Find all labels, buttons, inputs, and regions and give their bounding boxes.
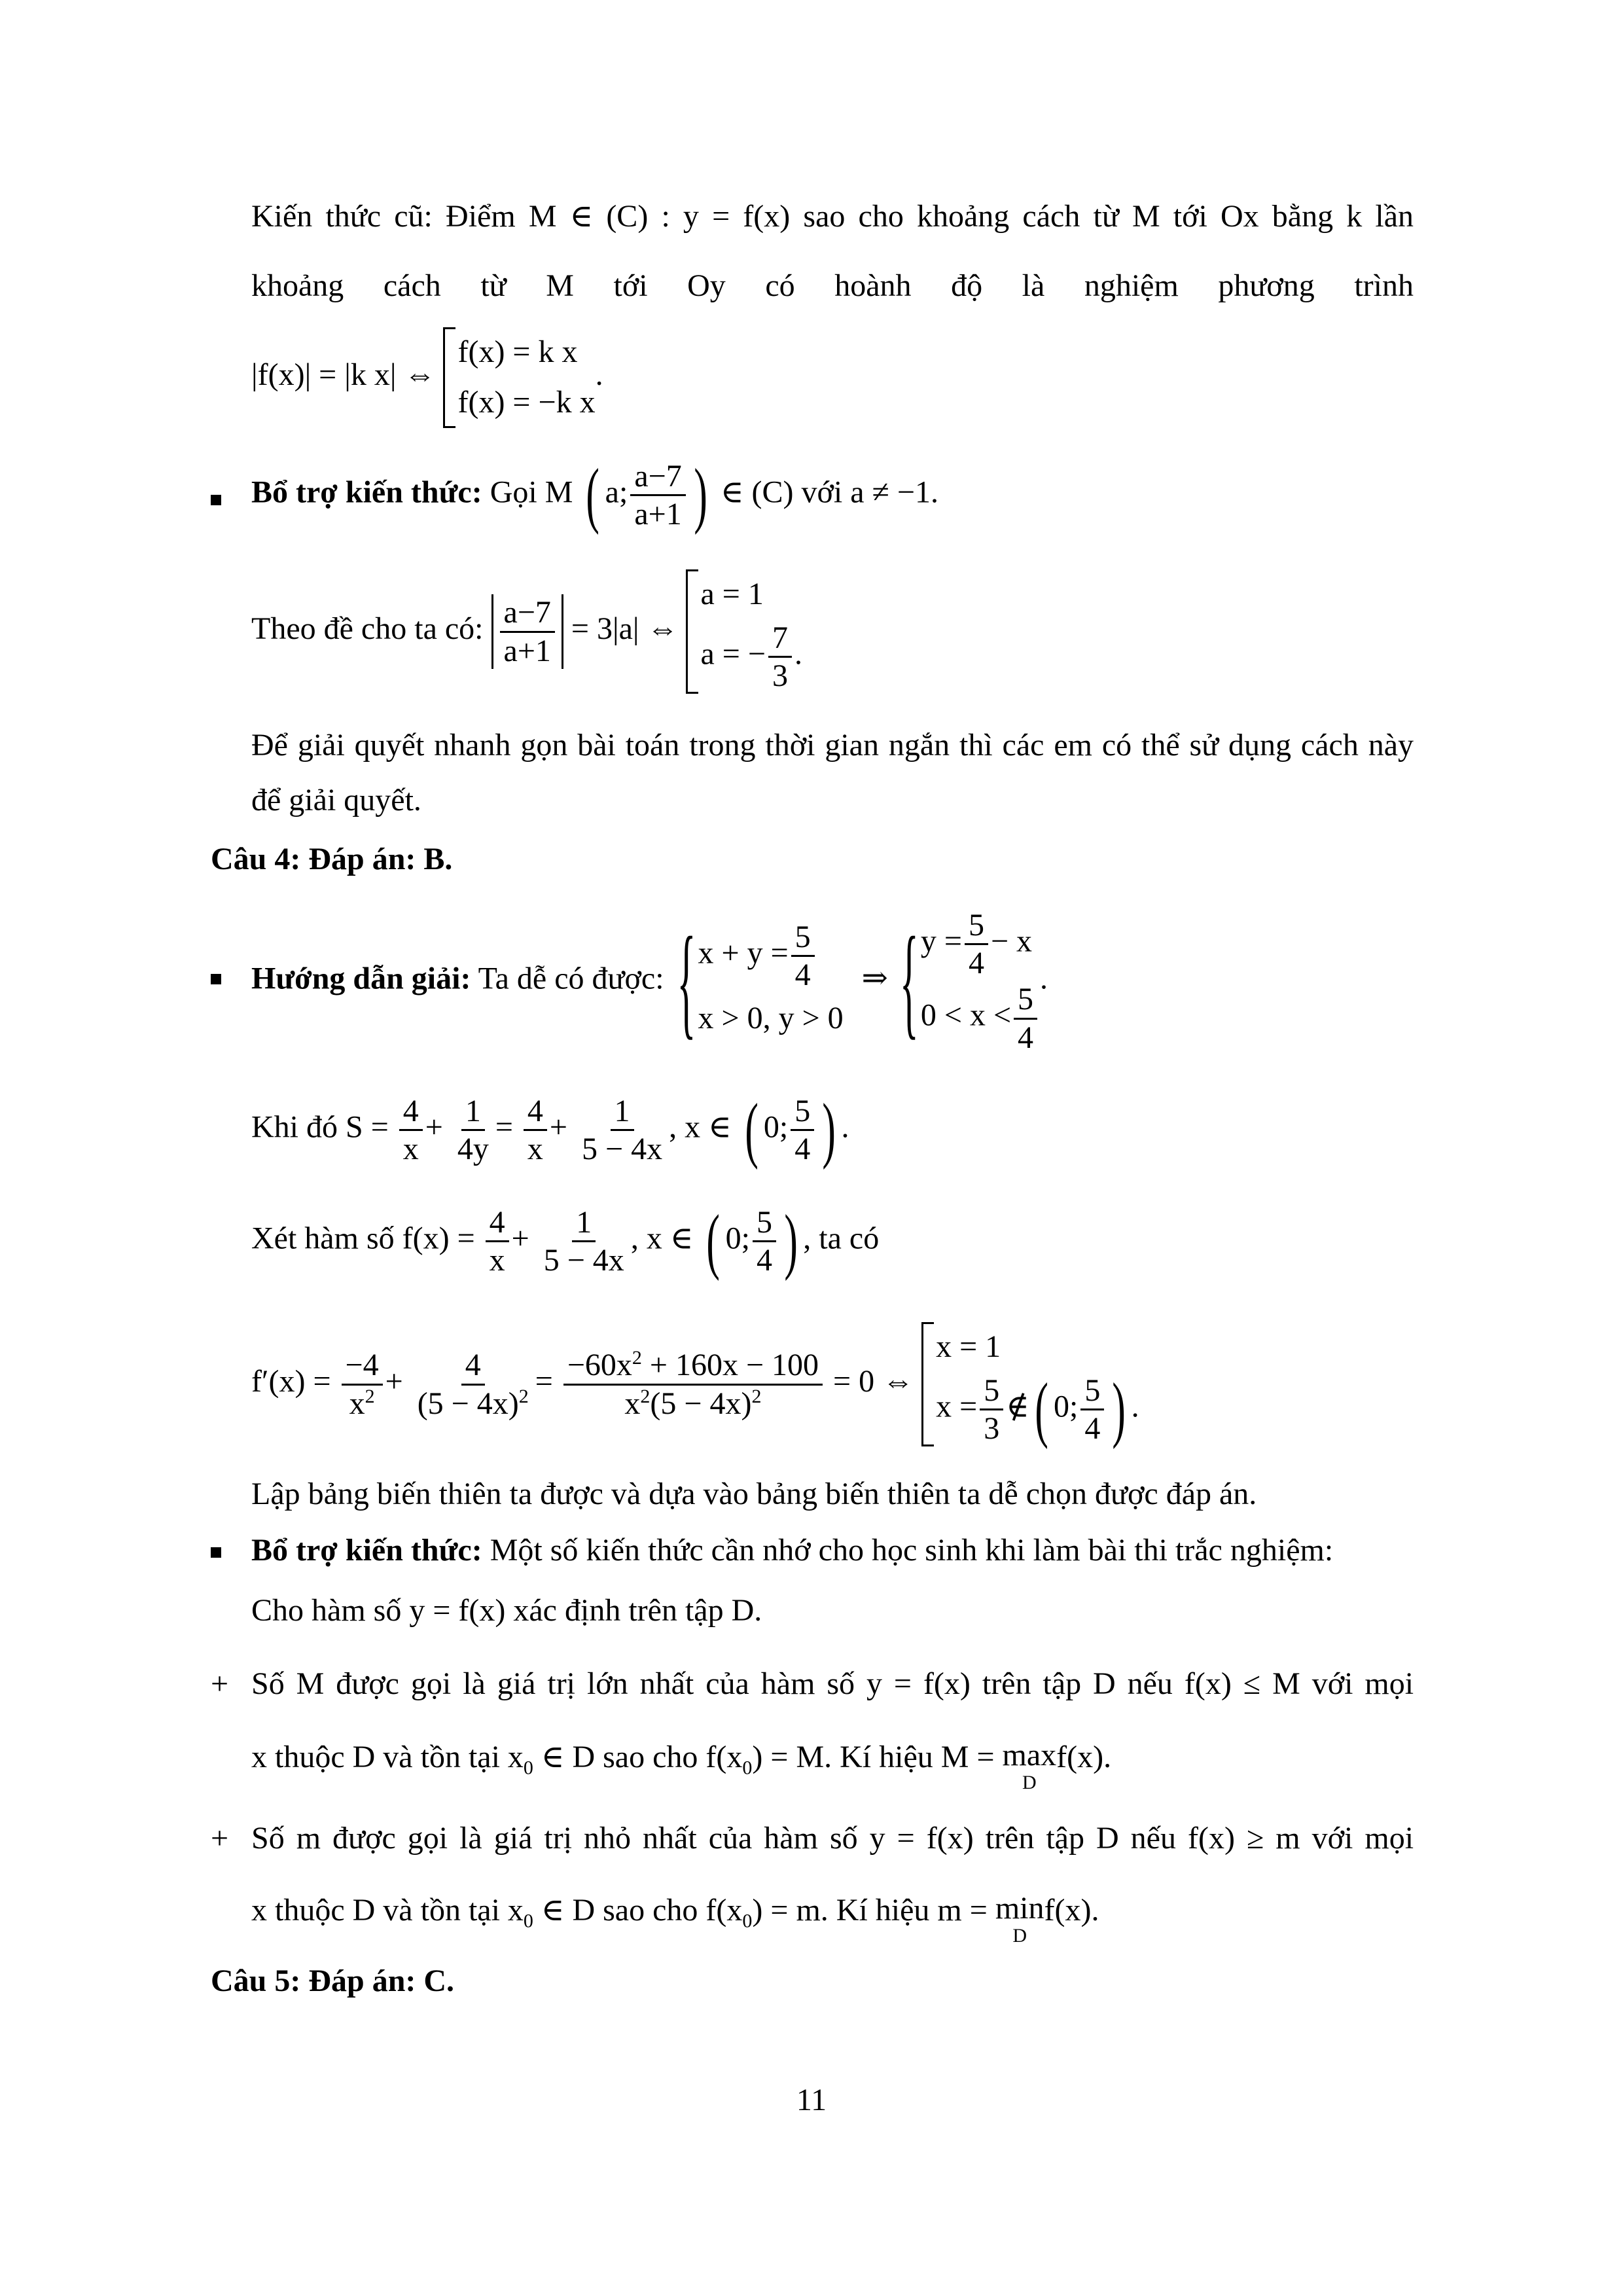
min-line-2: x thuộc D và tồn tại $x_0$ ∈ D sao cho $f(x_0) = m$. Kí hiệu m = min D f(x). [251,1891,1099,1946]
cau4-function: Xét hàm số f(x) = $\frac{4}{x}$ + $\frac{1}{5 - 4x}$ , x ∈ ( 0; $\frac{5}{4}$ ) , ta có [251,1200,880,1282]
bullet-support-2 [211,1547,221,1558]
intro-equation: |f(x)| = |k x| ⇔ f(x) = k x f(x) = −k x . [251,327,603,428]
cau4-heading: Câu 4: Đáp án: B. [211,842,453,876]
support1-quick-2: để giải quyết. [251,783,421,817]
support1-line: Bổ trợ kiến thức: Gọi M ( a; $\frac{a-7}{a+1}$ ) ∈ (C) với a ≠ −1. [251,454,938,536]
bullet-guide [211,974,221,984]
cau5-heading: Câu 5: Đáp án: C. [211,1964,455,1998]
page-number: 11 [796,2083,827,2117]
support2-given: Cho hàm số y = f(x) xác định trên tập D. [251,1593,762,1628]
plus-min: + [211,1821,229,1856]
min-line-1: Số m được gọi là giá trị nhỏ nhất của hàm số y = f(x) trên tập D nếu f(x) ≥ m với mọi [251,1821,1414,1856]
intro-line-2: khoảng cách từ M tới Oy có hoành độ là nghiệm phương trình [251,268,1414,303]
support1-quick-1: Để giải quyết nhanh gọn bài toán trong thời gian ngắn thì các em có thể sử dụng cách này [251,728,1414,762]
intro-equation-cases: f(x) = k x f(x) = −k x [443,327,595,428]
cau4-s-definition: Khi đó S = $\frac{4}{x}$ + $\frac{1}{4y}$ = $\frac{4}{x}$ + $\frac{1}{5 - 4x}$ , x ∈ ( 0; $\frac{5}{4}$ ) . [251,1089,849,1171]
cau4-system: Hướng dẫn giải: Ta dễ có được: { x + y = $\frac{5}{4}$ x > 0, y > 0 ⇒ { y = $\frac{5}{4}$ − x 0 < x < $\frac{5}{4}$ . [251,907,1048,1056]
plus-max: + [211,1666,229,1701]
max-line-1: Số M được gọi là giá trị lớn nhất của hàm số y = f(x) trên tập D nếu f(x) ≤ M với mọi [251,1666,1414,1701]
support2-line: Bổ trợ kiến thức: Một số kiến thức cần nhớ cho học sinh khi làm bài thi trắc nghiệm: [251,1533,1334,1568]
support1-cases: a = 1 a = − $\frac{7}{3}$ . [686,569,802,694]
cau4-derivative: f′(x) = $\frac{-4}{x^2}$ + $\frac{4}{(5 - 4x)^2}$ = $\frac{-60x^2 + 160x - 100}{x^2(5 - 4x)^2}$ = 0 ⇔ x = 1 x = $\frac{5}{3}$ ∉( 0; $\frac{5}{4}$ ) . [251,1322,1139,1446]
support1-theo: Theo đề cho ta có: $\frac{a-7}{a+1}$ = 3|a| ⇔ a = 1 a = − $\frac{7}{3}$ . [251,569,802,694]
cau4-table-line: Lập bảng biến thiên ta được và dựa vào bảng biến thiên ta dễ chọn được đáp án. [251,1477,1257,1511]
intro-line-1: Kiến thức cũ: Điểm M ∈ (C) : y = f(x) sao cho khoảng cách từ M tới Ox bằng k lần [251,199,1414,234]
bullet-support-1 [211,495,221,505]
max-line-2: x thuộc D và tồn tại $x_0$ ∈ D sao cho $f(x_0) = M$. Kí hiệu M = max D f(x). [251,1738,1112,1793]
